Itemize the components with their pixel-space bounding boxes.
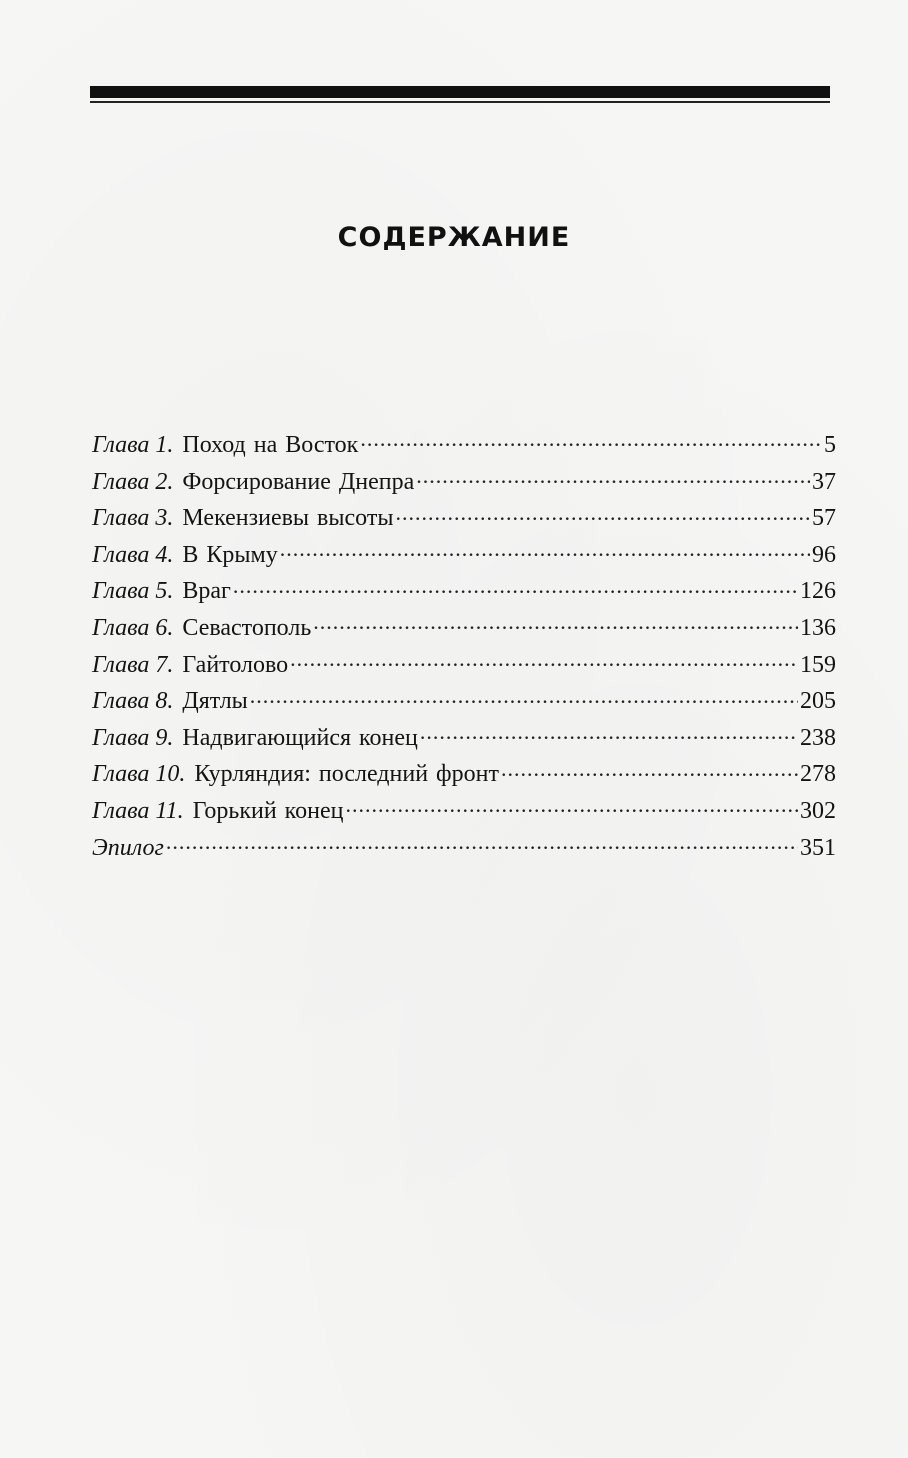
toc-entry-10 <box>92 756 836 793</box>
toc-entry-epilogue <box>92 830 836 867</box>
toc-chapter-title: В Крыму <box>182 541 278 568</box>
toc-leader-dots <box>501 757 798 781</box>
toc-chapter-number: Глава 10. <box>92 761 186 788</box>
toc-page-number: 351 <box>800 834 836 861</box>
toc-leader-dots <box>416 465 810 489</box>
toc-chapter-title: Мекензиевы высоты <box>182 505 394 532</box>
toc-chapter-number: Глава 4. <box>92 541 174 568</box>
header-rule-thick <box>90 86 830 98</box>
toc-leader-dots <box>250 684 798 708</box>
toc-page-number: 96 <box>812 541 836 568</box>
toc-page-number: 57 <box>812 505 836 532</box>
toc-entry-1 <box>92 427 836 464</box>
toc-chapter-number: Глава 6. <box>92 614 174 641</box>
toc-entry-8 <box>92 683 836 720</box>
toc-entry-4 <box>92 537 836 574</box>
toc-chapter-number: Глава 5. <box>92 578 174 605</box>
toc-page-number: 205 <box>800 688 836 715</box>
toc-chapter-number: Глава 9. <box>92 724 174 751</box>
toc-leader-dots <box>290 648 798 672</box>
toc-page-number: 238 <box>800 724 836 751</box>
toc-chapter-number: Глава 3. <box>92 505 174 532</box>
toc-entry-6 <box>92 610 836 647</box>
toc-entry-2 <box>92 464 836 501</box>
toc-leader-dots <box>360 428 822 452</box>
toc-entry-9 <box>92 720 836 757</box>
toc-page-number: 37 <box>812 468 836 495</box>
toc-chapter-title: Поход на Восток <box>182 432 359 458</box>
toc-leader-dots <box>233 574 798 598</box>
toc-leader-dots <box>313 611 798 635</box>
toc-chapter-number: Глава 7. <box>92 651 174 678</box>
toc-page-number: 126 <box>800 578 836 605</box>
toc-page-number: 5 <box>824 432 836 458</box>
toc-chapter-number: Глава 2. <box>92 468 174 495</box>
toc-leader-dots <box>280 538 810 562</box>
toc-page-number: 159 <box>800 651 836 678</box>
toc-leader-dots <box>395 501 810 525</box>
toc-chapter-title: Горький конец <box>192 797 344 824</box>
toc-chapter-number: Глава 8. <box>92 688 174 715</box>
toc-page-number: 302 <box>800 797 836 824</box>
toc-chapter-title: Курляндия: последний фронт <box>194 761 499 788</box>
toc-chapter-title: Гайтолово <box>182 651 289 678</box>
toc-chapter-number: Глава 11. <box>92 797 184 824</box>
toc-entry-5 <box>92 573 836 610</box>
toc-leader-dots <box>345 794 798 818</box>
toc-entry-11 <box>92 793 836 830</box>
toc-chapter-title: Надвигающийся конец <box>182 724 418 751</box>
toc-chapter-title: Севастополь <box>182 614 312 641</box>
toc-leader-dots <box>420 721 798 745</box>
toc-chapter-title: Форсирование Днепра <box>182 468 415 495</box>
toc-chapter-number: Глава 1. <box>92 432 174 458</box>
page-title: СОДЕРЖАНИЕ <box>337 222 571 253</box>
toc-chapter-title: Враг <box>182 578 231 605</box>
toc-epilogue-title: Эпилог <box>92 834 164 861</box>
header-rule-thin <box>90 101 830 103</box>
toc-page-number: 278 <box>800 761 836 788</box>
table-of-contents <box>92 427 836 866</box>
toc-entry-3 <box>92 500 836 537</box>
toc-leader-dots <box>166 831 798 855</box>
toc-chapter-title: Дятлы <box>182 688 248 715</box>
toc-entry-7 <box>92 647 836 684</box>
toc-page-number: 136 <box>800 614 836 641</box>
